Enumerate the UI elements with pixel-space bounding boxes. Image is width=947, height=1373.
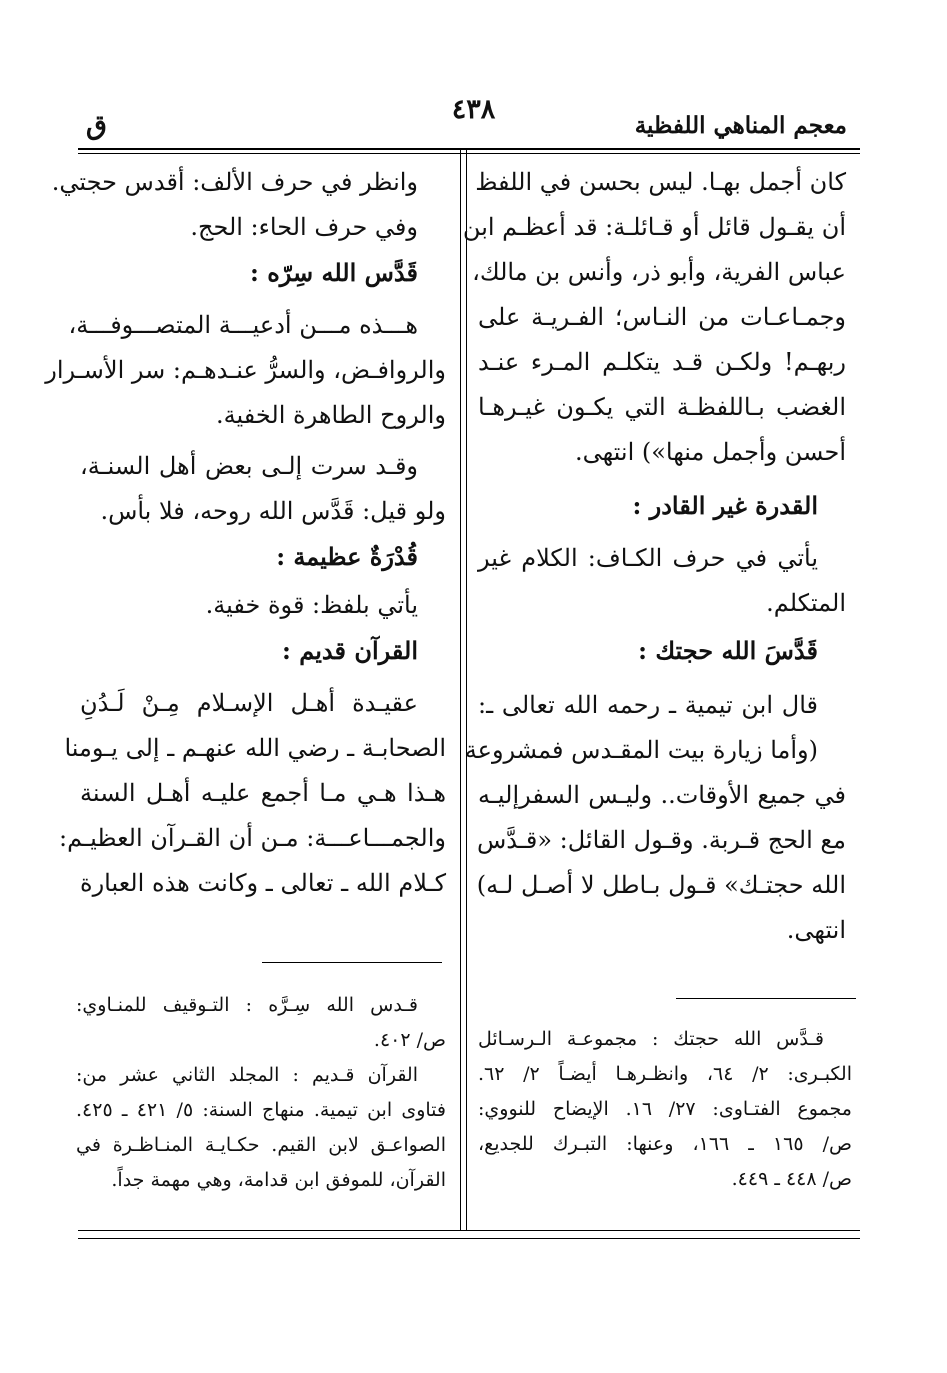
footnote-line: ص/ ١٦٥ ـ ١٦٦، وعنها: التبـرك للجديع، <box>478 1133 852 1155</box>
text-line: يأتي في حرف الكـاف: الكلام غير <box>478 544 818 572</box>
text-line: (وأما زيارة بيت المقـدس فمشروعة <box>464 736 818 764</box>
entry-heading: قَدَّسَ الله حجتك : <box>638 636 818 665</box>
text-line: كـلام الله ـ تعالى ـ وكانت هذه العبارة <box>80 869 446 897</box>
footnote-line: فتاوى ابن تيمية. منهاج السنة: ٥/ ٤٢١ ـ ٤٢٥. <box>76 1099 446 1121</box>
footer-rule-thin <box>78 1238 860 1239</box>
text-line: في جميع الأوقات.. وليـس السفرإليـه <box>478 781 846 809</box>
text-line: الله حجتـك» قـول بـاطل لا أصـل لـه) <box>476 871 846 899</box>
header-rule <box>78 148 860 150</box>
footnote-line: القرآن، للموفق ابن قدامة، وهي مهمة جداً. <box>111 1169 446 1191</box>
text-line: هـــذه مـــن أدعيـــة المتصـــوفـــة، <box>68 311 418 339</box>
footnote-line: الصواعـق لابن القيم. حكـايـة المنـاظـرة في <box>76 1134 446 1156</box>
text-line: عقيـدة أهـل الإسـلام مِـنْ لَـدُنِ <box>80 689 418 717</box>
text-line: والروح الطاهرة الخفية. <box>216 401 446 429</box>
text-line: والجمـــاعـــة: مـن أن القـرآن العظيـم: <box>59 824 446 852</box>
text-line: مع الحج قـربة. وقـول القائل: «قـدَّس <box>476 826 846 854</box>
left-column <box>45 160 446 906</box>
column-divider-thin <box>466 148 467 1230</box>
page-number: ٤٣٨ <box>451 94 496 125</box>
text-line: أحسن وأجمل منها») انتهى. <box>574 438 846 466</box>
text-line: وانظر في حرف الألف: أقدس حجتي. <box>51 168 418 196</box>
text-line: ولو قيل: قَدَّس الله روحه، فلا بأس. <box>100 497 446 525</box>
text-line: أن يقـول قائل أو قـائلـة: قد أعظـم ابن <box>462 213 846 241</box>
footnote-line: ص/ ٤٠٢. <box>373 1029 446 1051</box>
text-line: يأتي بلفظ: قوة خفية. <box>205 591 418 619</box>
footnote-line: مجموع الفتـاوى: ٢٧/ ١٦. الإيضاح للنووي: <box>478 1098 852 1120</box>
footnote-rule <box>262 962 442 963</box>
entry-heading: القرآن قديم : <box>282 636 418 665</box>
text-line: عباس الفرية، وأبو ذر، وأنس بن مالك، <box>472 258 846 286</box>
text-line: الغضب بـاللفظـة التي يكـون غيـرهـا <box>478 393 846 421</box>
footnote-line: قـدس الله سِـرَّه : التـوقيف للمنـاوي: <box>76 994 418 1016</box>
right-column <box>462 160 846 953</box>
text-line: ربهـم! ولكـن قـد يتكلـم المـرء عنـد <box>478 348 846 376</box>
text-line: والروافـض، والسرُّ عنـدهـم: سر الأسـرار <box>45 356 446 384</box>
footnote-line: الكبـرى: ٢/ ٦٤، وانظـرهـا أيضـاً ٢/ ٦٢. <box>478 1063 852 1085</box>
footnote-rule <box>676 998 856 999</box>
column-divider <box>460 148 461 1230</box>
text-line: انتهى. <box>786 916 846 944</box>
text-line: هـذا هـي مـا أجمع عليـه أهـل السنة <box>80 779 446 807</box>
footnote-line: ص/ ٤٤٨ ـ ٤٤٩. <box>731 1168 852 1190</box>
section-letter: ق <box>86 110 107 141</box>
text-line: كان أجمل بهـا. ليس بحسن في اللفظ <box>475 168 846 196</box>
entry-heading: قُدْرَةٌ عظيمة : <box>276 542 418 571</box>
left-footnotes <box>76 988 446 1198</box>
footnote-line: القرآن قـديم : المجلد الثاني عشر من: <box>76 1064 418 1086</box>
header-rule-thin <box>78 153 860 154</box>
text-line: وفي حرف الحاء: الحج. <box>190 213 418 241</box>
footnote-line: قـدَّس الله حجتك : مجموعـة الـرسـائل <box>478 1028 824 1050</box>
running-title: معجم المناهي اللفظية <box>634 112 847 139</box>
text-line: وجمـاعـات من النـاس؛ الفـريـة على <box>478 303 846 331</box>
text-line: المتكلم. <box>766 589 846 617</box>
entry-heading: قَدَّس الله سِرّه : <box>249 258 418 287</box>
entry-heading: القدرة غير القادر : <box>632 491 818 520</box>
text-line: وقـد سرت إلـى بعض أهل السنـة، <box>80 452 418 480</box>
right-footnotes <box>478 1022 852 1197</box>
footer-rule <box>78 1230 860 1231</box>
text-line: الصحابـة ـ رضي الله عنهـم ـ إلى يـومنا <box>64 734 446 762</box>
text-line: قال ابن تيمية ـ رحمه الله تعالى ـ: <box>478 691 818 719</box>
